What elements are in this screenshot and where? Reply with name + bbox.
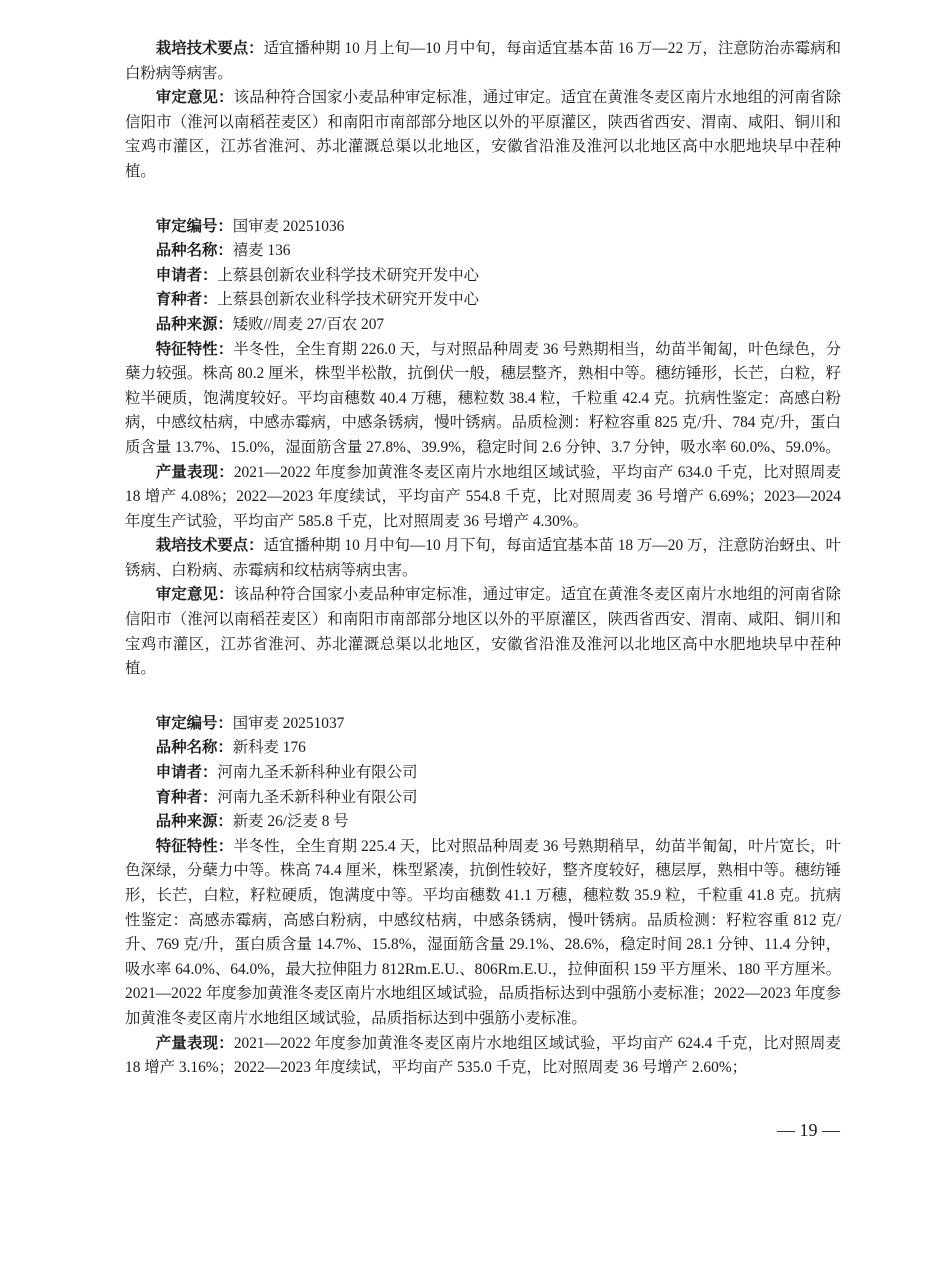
field-value: 国审麦 20251036 bbox=[232, 217, 345, 235]
field-label: 审定意见： bbox=[155, 586, 234, 604]
field-value: 上蔡县创新农业科学技术研究开发中心 bbox=[217, 291, 480, 309]
field-label: 审定编号： bbox=[155, 714, 233, 732]
variety-section bbox=[125, 215, 841, 682]
paragraph bbox=[125, 86, 841, 184]
field-label: 品种来源： bbox=[155, 813, 233, 831]
field-label: 申请者： bbox=[155, 764, 218, 782]
field-value: 国审麦 20251037 bbox=[232, 714, 345, 732]
top-section bbox=[125, 37, 841, 185]
field-value: 半冬性，全生育期 225.4 天，比对照品种周麦 36 号熟期稍早，幼苗半匍匐，叶片宽长，叶色深绿，分蘖力中等。株高 74.4 厘米，株型紧凑，抗倒性较好，整齐度较好，穗层厚，熟相中等。穗纺锤形，长芒，白粒，籽粒硬质，饱满度中等。平均亩穗数 41.1 万穗，穗粒数 35.9 粒，千粒重 41.8 克。抗病性鉴定：高感赤霉病，高感白粉病，中感纹枯病，中感条锈病，慢叶锈病。品质检测：籽粒容重 812 克/升、769 克/升，蛋白质含量 14.7%、15.8%，湿面筋含量 29.1%、28.6%，稳定时间 28.1 分钟、11.4 分钟，吸水率 64.0%、64.0%，最大拉伸阻力 812Rm.E.U.、806Rm.E.U.，拉伸面积 159 平方厘米、180 平方厘米。2021—2022 年度参加黄淮冬麦区南片水地组区域试验，品质指标达到中强筋小麦标准；2022—2023 年度参加黄淮冬麦区南片水地组区域试验，品质指标达到中强筋小麦标准。 bbox=[125, 837, 841, 1027]
document-body bbox=[125, 37, 841, 1081]
field-label: 申请者： bbox=[155, 266, 218, 284]
field-value: 适宜播种期 10 月上旬—10 月中旬，每亩适宜基本苗 16 万—22 万，注意防治赤霉病和白粉病等病害。 bbox=[125, 40, 841, 82]
field-value: 该品种符合国家小麦品种审定标准，通过审定。适宜在黄淮冬麦区南片水地组的河南省除信阳市（淮河以南稻茬麦区）和南阳市南部部分地区以外的平原灌区，陕西省西安、渭南、咸阳、铜川和宝鸡市灌区，江苏省淮河、苏北灌溉总渠以北地区，安徽省沿淮及淮河以北地区高中水肥地块早中茬种植。 bbox=[125, 586, 841, 678]
paragraph bbox=[125, 1032, 841, 1081]
paragraph bbox=[125, 810, 841, 835]
field-value: 河南九圣禾新科种业有限公司 bbox=[217, 788, 418, 806]
paragraph bbox=[125, 461, 841, 535]
paragraph bbox=[125, 215, 841, 240]
paragraph bbox=[125, 288, 841, 313]
field-label: 品种名称： bbox=[155, 242, 233, 260]
field-value: 2021—2022 年度参加黄淮冬麦区南片水地组区域试验，平均亩产 624.4 千克，比对照周麦 18 增产 3.16%；2022—2023 年度续试，平均亩产 535.0 千克，比对照周麦 36 号增产 2.60%； bbox=[125, 1034, 841, 1077]
paragraph bbox=[125, 338, 841, 461]
field-label: 特征特性： bbox=[155, 837, 234, 855]
field-label: 审定意见： bbox=[155, 89, 234, 107]
field-label: 审定编号： bbox=[155, 217, 233, 235]
field-label: 育种者： bbox=[155, 788, 218, 806]
paragraph bbox=[125, 239, 841, 264]
paragraph bbox=[125, 37, 841, 86]
field-label: 特征特性： bbox=[155, 340, 234, 358]
paragraph bbox=[125, 736, 841, 761]
field-label: 产量表现： bbox=[155, 1034, 234, 1052]
field-value: 新科麦 176 bbox=[232, 739, 306, 757]
field-label: 栽培技术要点： bbox=[155, 40, 264, 57]
paragraph bbox=[125, 835, 841, 1032]
field-label: 栽培技术要点： bbox=[155, 537, 264, 555]
paragraph bbox=[125, 534, 841, 583]
field-value: 半冬性，全生育期 226.0 天，与对照品种周麦 36 号熟期相当，幼苗半匍匐，叶色绿色，分蘖力较强。株高 80.2 厘米，株型半松散，抗倒伏一般，穗层整齐，熟相中等。穗纺锤形，长芒，白粒，籽粒半硬质，饱满度较好。平均亩穗数 40.4 万穗，穗粒数 38.4 粒，千粒重 42.4 克。抗病性鉴定：高感白粉病，中感纹枯病，中感赤霉病，中感条锈病，慢叶锈病。品质检测：籽粒容重 825 克/升、784 克/升，蛋白质含量 13.7%、15.0%，湿面筋含量 27.8%、39.9%，稳定时间 2.6 分钟、3.7 分钟，吸水率 60.0%、59.0%。 bbox=[125, 340, 841, 456]
variety-section bbox=[125, 712, 841, 1081]
paragraph bbox=[125, 761, 841, 786]
field-value: 矮败//周麦 27/百农 207 bbox=[232, 315, 385, 333]
field-label: 育种者： bbox=[155, 291, 218, 309]
field-label: 品种名称： bbox=[155, 739, 233, 757]
paragraph bbox=[125, 583, 841, 681]
page-number: — 19 — bbox=[777, 1120, 840, 1140]
field-label: 品种来源： bbox=[155, 315, 233, 333]
field-value: 新麦 26/泛麦 8 号 bbox=[232, 813, 349, 831]
field-value: 上蔡县创新农业科学技术研究开发中心 bbox=[217, 266, 480, 284]
field-label: 产量表现： bbox=[155, 463, 234, 481]
paragraph bbox=[125, 264, 841, 289]
paragraph bbox=[125, 712, 841, 737]
paragraph bbox=[125, 313, 841, 338]
field-value: 禧麦 136 bbox=[232, 242, 291, 260]
field-value: 2021—2022 年度参加黄淮冬麦区南片水地组区域试验，平均亩产 634.0 千克，比对照周麦 18 增产 4.08%；2022—2023 年度续试，平均亩产 554.8 千克，比对照周麦 36 号增产 6.69%；2023—2024 年度生产试验，平均亩产 585.8 千克，比对照周麦 36 号增产 4.30%。 bbox=[125, 463, 841, 530]
field-value: 该品种符合国家小麦品种审定标准，通过审定。适宜在黄淮冬麦区南片水地组的河南省除信阳市（淮河以南稻茬麦区）和南阳市南部部分地区以外的平原灌区，陕西省西安、渭南、咸阳、铜川和宝鸡市灌区，江苏省淮河、苏北灌溉总渠以北地区，安徽省沿淮及淮河以北地区高中水肥地块早中茬种植。 bbox=[125, 89, 841, 180]
paragraph bbox=[125, 786, 841, 811]
field-value: 河南九圣禾新科种业有限公司 bbox=[217, 764, 418, 782]
field-value: 适宜播种期 10 月中旬—10 月下旬，每亩适宜基本苗 18 万—20 万，注意防治蚜虫、叶锈病、白粉病、赤霉病和纹枯病等病虫害。 bbox=[125, 537, 841, 579]
